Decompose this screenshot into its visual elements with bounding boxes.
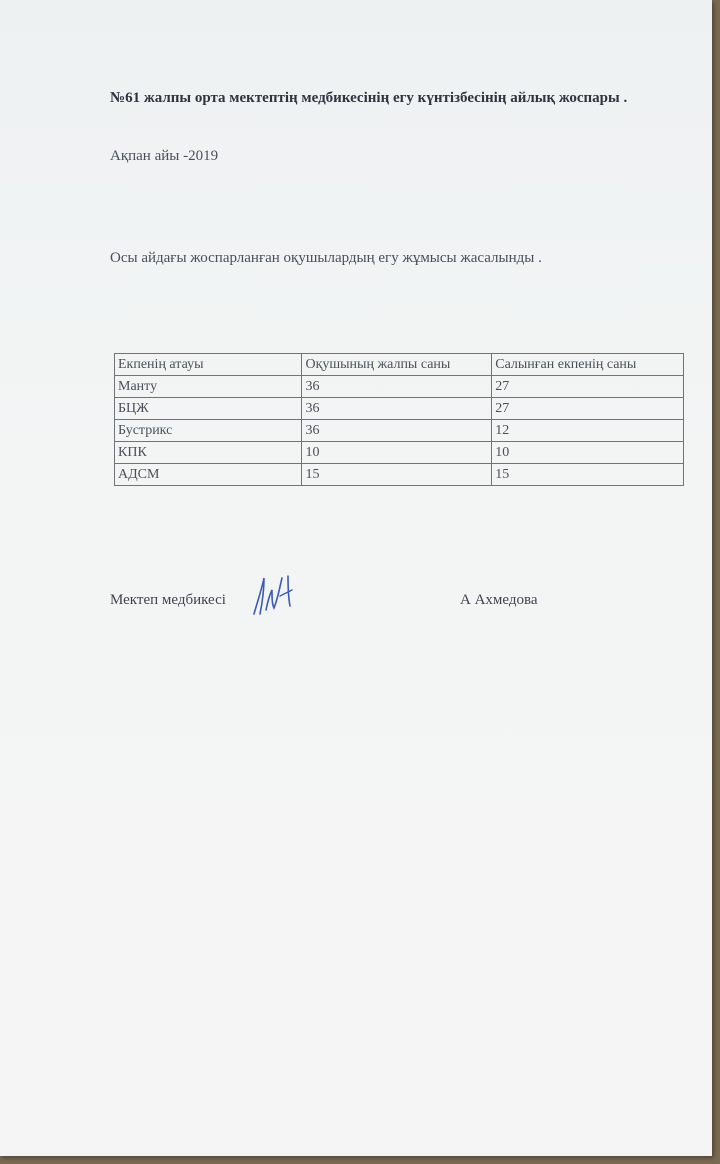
vaccine-name-cell: КПК: [115, 442, 302, 464]
total-students-cell: 36: [302, 420, 492, 442]
vaccinated-count-cell: 10: [492, 442, 684, 464]
table-row: [115, 398, 684, 420]
signatory-role: Мектеп медбикесі: [110, 592, 226, 608]
document-title: №61 жалпы орта мектептің медбикесінің егу күнтізбесінің айлық жоспары .: [110, 90, 628, 106]
total-students-cell: 10: [302, 442, 492, 464]
total-students-cell: 36: [302, 376, 492, 398]
vaccinated-count-cell: 12: [492, 420, 684, 442]
document-intro: Осы айдағы жоспарланған оқушылардың егу жұмысы жасалынды .: [110, 250, 542, 266]
total-students-cell: 15: [302, 464, 492, 486]
table-row: [115, 420, 684, 442]
vaccine-name-cell: АДСМ: [115, 464, 302, 486]
vaccine-name-cell: Бустрикс: [115, 420, 302, 442]
total-students-cell: 36: [302, 398, 492, 420]
column-header-vaccine: Екпенің атауы: [115, 354, 302, 376]
table-row: [115, 442, 684, 464]
vaccination-table: [114, 353, 684, 486]
vaccinated-count-cell: 27: [492, 398, 684, 420]
vaccine-name-cell: БЦЖ: [115, 398, 302, 420]
table-row: [115, 376, 684, 398]
column-header-vaccinated-count: Салынған екпенің саны: [492, 354, 684, 376]
document-month: Ақпан айы -2019: [110, 148, 219, 164]
vaccinated-count-cell: 15: [492, 464, 684, 486]
column-header-total-students: Оқушының жалпы саны: [302, 354, 492, 376]
table-row: [115, 464, 684, 486]
signatory-name: А Ахмедова: [460, 592, 538, 608]
handwritten-signature: [250, 570, 300, 618]
vaccine-name-cell: Манту: [115, 376, 302, 398]
table-header-row: [115, 354, 684, 376]
vaccinated-count-cell: 27: [492, 376, 684, 398]
